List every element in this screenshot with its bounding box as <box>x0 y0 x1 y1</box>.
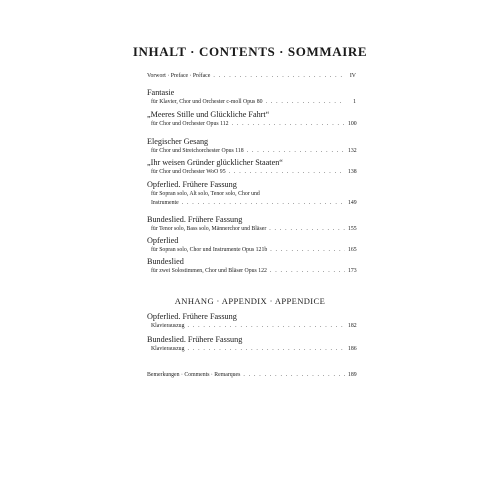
work-scoring: Klavierauszug <box>151 323 185 329</box>
dot-leader <box>247 147 345 156</box>
toc-line <box>147 199 356 208</box>
work-scoring: Klavierauszug <box>151 346 185 352</box>
page-number: IV <box>349 73 356 79</box>
page-number: 1 <box>353 99 356 105</box>
work-title: „Ihr weisen Gründer glücklicher Staaten“ <box>147 158 283 167</box>
page-number: 155 <box>348 226 357 232</box>
page-number: 149 <box>348 199 357 206</box>
page-number: 100 <box>348 121 357 127</box>
page-number: 165 <box>348 247 357 253</box>
dot-leader <box>229 168 345 177</box>
work-title: Bundeslied. Frühere Fassung <box>147 215 243 224</box>
entry-label: Bemerkungen · Comments · Remarques <box>147 372 241 378</box>
toc-line <box>147 267 356 276</box>
page-number: 132 <box>348 148 357 154</box>
toc-line <box>147 322 356 331</box>
work-title: „Meeres Stille und Glückliche Fahrt“ <box>147 110 270 119</box>
toc-entry-comments <box>147 371 356 380</box>
toc-entry-opferlied <box>147 236 356 255</box>
dot-leader <box>270 246 345 255</box>
work-scoring: für zwei Solostimmen, Chor und Bläser Opus 122 <box>151 268 267 274</box>
page-number: 173 <box>348 268 357 274</box>
toc-entry-preface <box>147 72 356 81</box>
dot-leader <box>243 371 345 380</box>
toc-line <box>147 98 356 107</box>
page-number: 189 <box>348 372 357 378</box>
toc-line <box>147 246 356 255</box>
toc-line <box>147 371 356 380</box>
work-scoring: Instrumente <box>151 199 179 206</box>
work-title: Opferlied <box>147 236 179 245</box>
toc-line <box>147 168 356 177</box>
appendix-title: ANHANG · APPENDIX · APPENDICE <box>174 296 326 306</box>
toc-line <box>147 147 356 156</box>
toc-line <box>147 345 356 354</box>
dot-leader <box>269 225 345 234</box>
dot-leader <box>270 267 345 276</box>
work-scoring: für Chor und Streichorchester Opus 118 <box>151 148 244 154</box>
toc-entry-bundeslied <box>147 257 356 276</box>
work-title: Fantasie <box>147 88 175 97</box>
dot-leader <box>182 199 345 208</box>
appendix-entry-opferlied <box>147 312 356 331</box>
toc-line <box>147 120 356 129</box>
work-title: Elegischer Gesang <box>147 137 209 146</box>
toc-line <box>147 225 356 234</box>
work-scoring: für Chor und Orchester WoO 95 <box>151 169 226 175</box>
page-number: 182 <box>348 323 357 329</box>
work-title: Opferlied. Frühere Fassung <box>147 180 237 189</box>
appendix-entry-bundeslied <box>147 335 356 354</box>
work-scoring: für Chor und Orchester Opus 112 <box>151 121 229 127</box>
toc-entry-opferlied-fruehere <box>147 180 356 207</box>
toc-entry-ihr-weisen-gruender <box>147 158 356 177</box>
page-number: 138 <box>348 169 357 175</box>
page-number: 186 <box>348 346 357 352</box>
work-title: Bundeslied. Frühere Fassung <box>147 335 243 344</box>
dot-leader <box>187 345 345 354</box>
toc-line <box>147 72 356 81</box>
work-title: Bundeslied <box>147 257 184 266</box>
dot-leader <box>213 72 345 81</box>
work-scoring: für Klavier, Chor und Orchester c-moll Opus 80 <box>151 99 263 105</box>
work-scoring: für Tenor solo, Bass solo, Männerchor und Bläser <box>151 226 267 232</box>
toc-entry-elegischer-gesang <box>147 137 356 156</box>
work-title: Opferlied. Frühere Fassung <box>147 312 237 321</box>
toc-entry-fantasie <box>147 88 356 107</box>
entry-label: Vorwort · Preface · Préface <box>147 73 211 79</box>
dot-leader <box>232 120 345 129</box>
work-scoring: für Sopran solo, Alt solo, Tenor solo, Chor und <box>151 191 260 197</box>
toc-entry-meeres-stille <box>147 110 356 129</box>
dot-leader <box>266 98 346 107</box>
work-scoring: für Sopran solo, Chor und Instrumente Opus 121b <box>151 247 268 253</box>
dot-leader <box>187 322 345 331</box>
toc-entry-bundeslied-fruehere <box>147 215 356 234</box>
page-title: INHALT · CONTENTS · SOMMAIRE <box>132 44 368 59</box>
